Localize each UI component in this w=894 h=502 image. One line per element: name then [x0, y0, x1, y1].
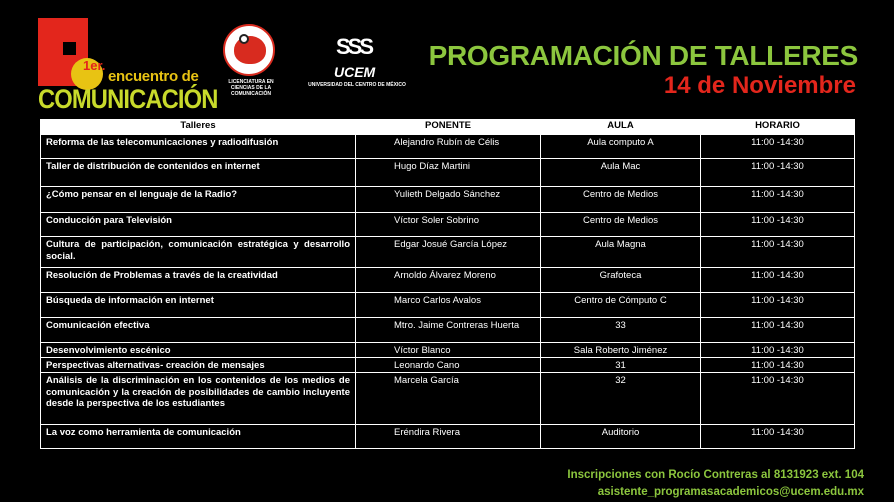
ponente-cell: Edgar Josué García López: [356, 237, 541, 268]
taller-cell: Resolución de Problemas a través de la creatividad: [41, 268, 356, 293]
column-header-aula: AULA: [541, 120, 701, 135]
table-row: [41, 293, 855, 318]
horario-cell: 11:00 -14:30: [701, 373, 855, 425]
aula-cell: 32: [541, 373, 701, 425]
taller-cell: ¿Cómo pensar en el lenguaje de la Radio?: [41, 187, 356, 213]
column-header-horario: HORARIO: [701, 120, 855, 135]
taller-cell: Reforma de las telecomunicaciones y radiodifusión: [41, 135, 356, 159]
logo-comunicacion-text: COMUNICACIÓN: [38, 84, 218, 114]
table-row: [41, 135, 855, 159]
aula-cell: Aula computo A: [541, 135, 701, 159]
licenciatura-logo: [222, 24, 280, 97]
aula-cell: Aula Magna: [541, 237, 701, 268]
horario-cell: 11:00 -14:30: [701, 135, 855, 159]
table-row: [41, 213, 855, 237]
ponente-cell: Mtro. Jaime Contreras Huerta: [356, 318, 541, 343]
horario-cell: 11:00 -14:30: [701, 213, 855, 237]
ponente-cell: Eréndira Rivera: [356, 425, 541, 449]
aula-cell: Grafoteca: [541, 268, 701, 293]
encuentro-logo: [38, 18, 218, 118]
ponente-cell: Marco Carlos Avalos: [356, 293, 541, 318]
taller-cell: La voz como herramienta de comunicación: [41, 425, 356, 449]
ucem-logo: [302, 26, 412, 92]
ucem-name: UCEM: [334, 64, 376, 80]
horario-cell: 11:00 -14:30: [701, 187, 855, 213]
aula-cell: 33: [541, 318, 701, 343]
taller-cell: Perspectivas alternativas- creación de mensajes: [41, 358, 356, 373]
ponente-cell: Víctor Soler Sobrino: [356, 213, 541, 237]
table-row: [41, 373, 855, 425]
horario-cell: 11:00 -14:30: [701, 293, 855, 318]
table-header-row: [41, 120, 855, 135]
taller-cell: Conducción para Televisión: [41, 213, 356, 237]
ponente-cell: Yulieth Delgado Sánchez: [356, 187, 541, 213]
footer-email: asistente_programasacademicos@ucem.edu.mx: [597, 486, 864, 498]
table-row: [41, 343, 855, 358]
aula-cell: Auditorio: [541, 425, 701, 449]
footer-registration: Inscripciones con Rocío Contreras al 8131923 ext. 104: [567, 469, 864, 481]
ponente-cell: Marcela García: [356, 373, 541, 425]
event-date: 14 de Noviembre: [663, 72, 856, 99]
page-title: PROGRAMACIÓN DE TALLERES: [428, 40, 858, 71]
ponente-cell: Hugo Díaz Martini: [356, 159, 541, 187]
table-row: [41, 237, 855, 268]
ponente-cell: Víctor Blanco: [356, 343, 541, 358]
taller-cell: Búsqueda de información en internet: [41, 293, 356, 318]
ponente-cell: Arnoldo Álvarez Moreno: [356, 268, 541, 293]
logo-ordinal: 1er.: [83, 58, 106, 73]
horario-cell: 11:00 -14:30: [701, 159, 855, 187]
taller-cell: Desenvolvimiento escénico: [41, 343, 356, 358]
horario-cell: 11:00 -14:30: [701, 268, 855, 293]
horario-cell: 11:00 -14:30: [701, 343, 855, 358]
face-emblem-icon: [223, 24, 275, 76]
table-row: [41, 159, 855, 187]
taller-cell: Comunicación efectiva: [41, 318, 356, 343]
aula-cell: Centro de Medios: [541, 187, 701, 213]
licenciatura-caption: LICENCIATURA EN CIENCIAS DE LA COMUNICACIÓN: [228, 79, 274, 97]
aula-cell: Centro de Cómputo C: [541, 293, 701, 318]
column-header-ponente: PONENTE: [356, 120, 541, 135]
table-row: [41, 318, 855, 343]
schedule-table: [40, 119, 855, 449]
aula-cell: Sala Roberto Jiménez: [541, 343, 701, 358]
footer-contact: [567, 467, 864, 501]
ucem-mark-icon: SSS: [336, 34, 372, 59]
logo-encuentro-text: encuentro de: [108, 68, 199, 85]
table-row: [41, 425, 855, 449]
taller-cell: Cultura de participación, comunicación estratégica y desarrollo social.: [41, 237, 356, 268]
ponente-cell: Alejandro Rubín de Célis: [356, 135, 541, 159]
horario-cell: 11:00 -14:30: [701, 425, 855, 449]
aula-cell: Aula Mac: [541, 159, 701, 187]
ponente-cell: Leonardo Cano: [356, 358, 541, 373]
table-row: [41, 187, 855, 213]
horario-cell: 11:00 -14:30: [701, 318, 855, 343]
aula-cell: 31: [541, 358, 701, 373]
ucem-subtitle: UNIVERSIDAD DEL CENTRO DE MÉXICO: [308, 82, 406, 88]
taller-cell: Análisis de la discriminación en los contenidos de los medios de comunicación y la creación de posibilidades de cambio incluyente desde la perspectiva de los estudiantes: [41, 373, 356, 425]
horario-cell: 11:00 -14:30: [701, 237, 855, 268]
horario-cell: 11:00 -14:30: [701, 358, 855, 373]
table-row: [41, 268, 855, 293]
column-header-talleres: Talleres: [41, 120, 356, 135]
aula-cell: Centro de Medios: [541, 213, 701, 237]
taller-cell: Taller de distribución de contenidos en internet: [41, 159, 356, 187]
table-row: [41, 358, 855, 373]
